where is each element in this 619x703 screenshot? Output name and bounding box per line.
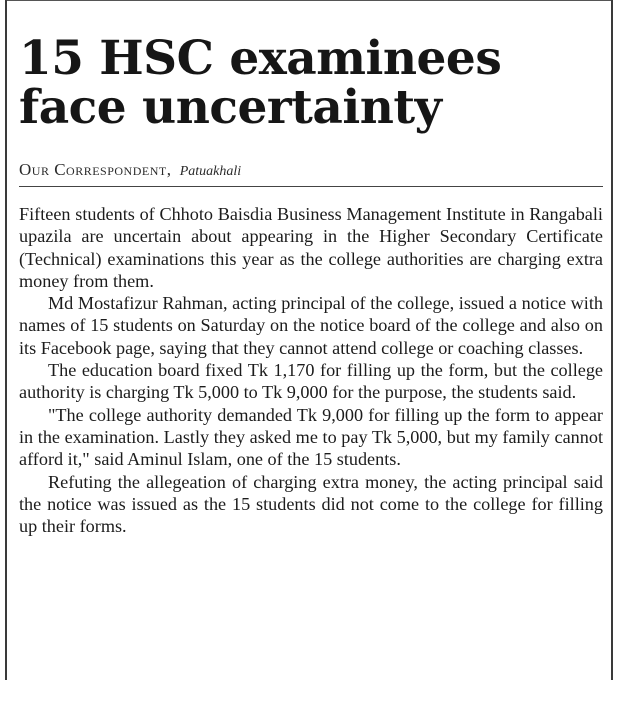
paragraph: The education board fixed Tk 1,170 for filling up the form, but the college authority is charging Tk 5,000 to Tk 9,000 for the purpose, the students said. — [19, 360, 603, 403]
byline — [19, 160, 604, 180]
paragraph: "The college authority demanded Tk 9,000 for filling up the form to appear in the examination. Lastly they asked me to pay Tk 5,000, but my family cannot afford it," said Aminul Islam, one of the 15 students. — [19, 404, 603, 470]
byline-rule — [19, 186, 603, 187]
paragraph: Md Mostafizur Rahman, acting principal of the college, issued a notice with names of 15 students on Saturday on the notice board of the college and also on its Facebook page, saying that they cannot attend college or coaching classes. — [19, 293, 603, 358]
byline-location: Patuakhali — [179, 164, 242, 179]
paragraph: Refuting the allegeation of charging extra money, the acting principal said the notice was issued as the 15 students did not come to the college for filling up their forms. — [19, 471, 603, 537]
article-body — [19, 203, 603, 537]
paragraph: Fifteen students of Chhoto Baisdia Business Management Institute in Rangabali upazila are uncertain about appearing in the Higher Secondary Certificate (Technical) examinations this year as the college authorities are charging extra money from them. — [19, 204, 603, 291]
article-headline: 15 HSC examinees face uncertainty — [19, 31, 502, 135]
byline-author: Our Correspondent, — [19, 160, 172, 179]
